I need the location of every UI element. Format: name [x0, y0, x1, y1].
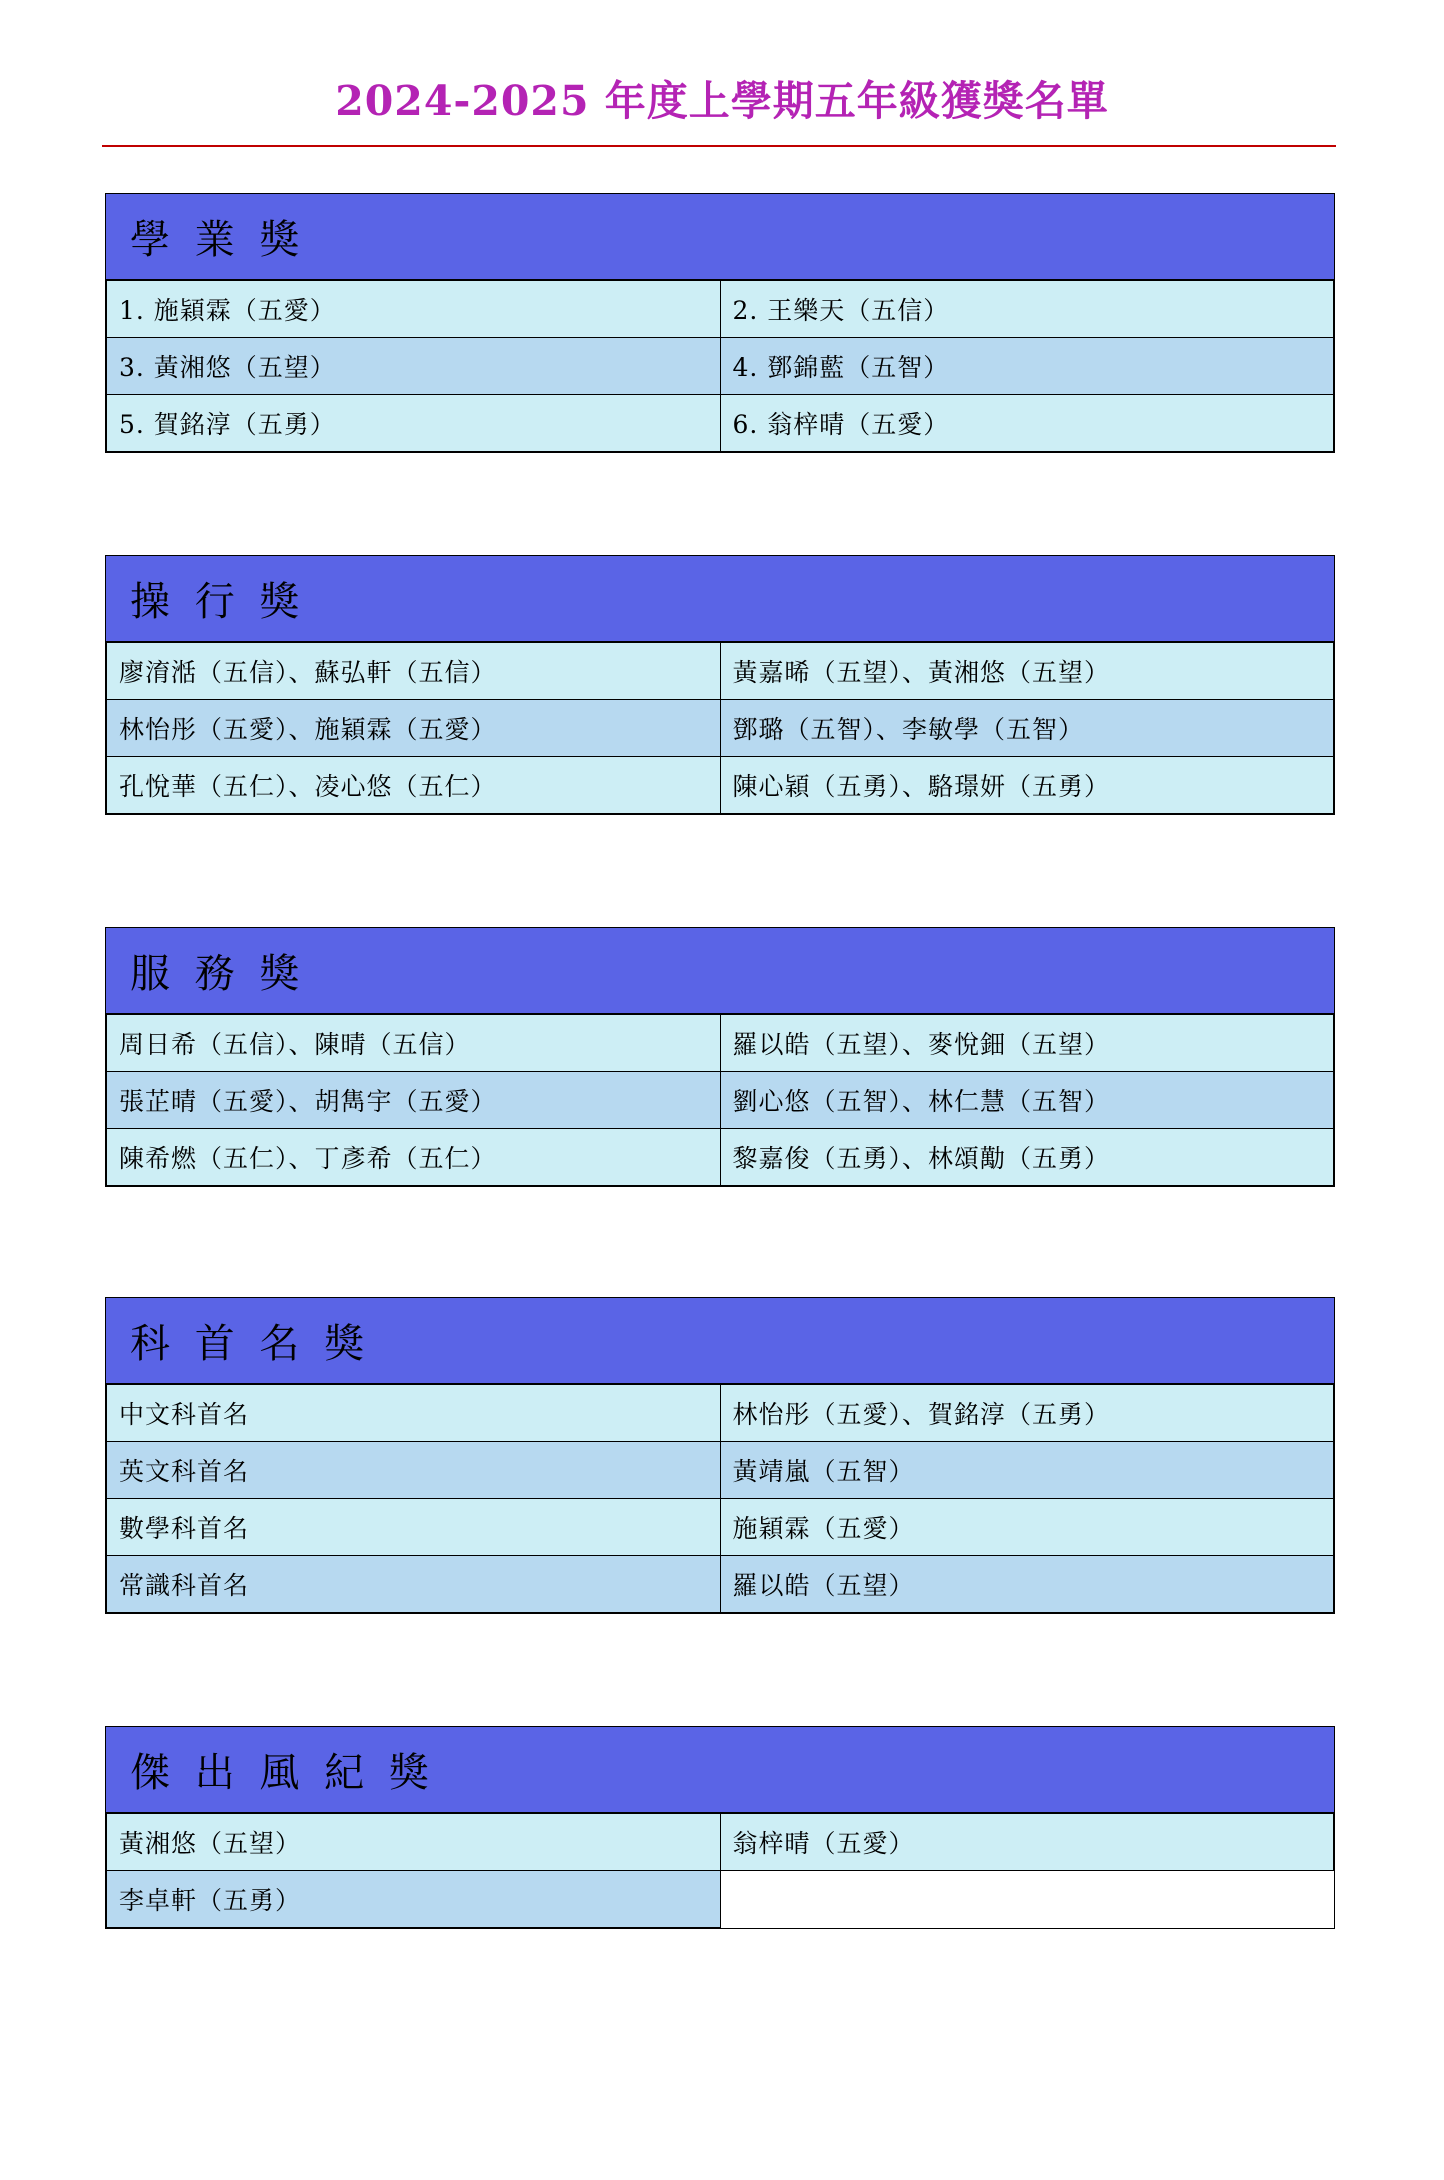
award-table: [106, 1014, 1334, 1186]
section-header: [106, 1727, 1334, 1813]
section-title: 操 行 獎: [130, 579, 306, 625]
table-cell: 施穎霖（五愛）: [720, 1499, 1334, 1556]
table-cell: 陳希燃（五仁）、丁彥希（五仁）: [107, 1129, 721, 1186]
table-row: [107, 281, 1334, 338]
award-table: [106, 280, 1334, 452]
award-table: [106, 1813, 1334, 1928]
table-cell: 羅以皓（五望）、麥悅鈿（五望）: [720, 1015, 1334, 1072]
table-cell: 陳心穎（五勇）、駱璟妍（五勇）: [720, 757, 1334, 814]
table-cell: 黎嘉俊（五勇）、林頌勱（五勇）: [720, 1129, 1334, 1186]
table-cell: 林怡彤（五愛）、施穎霖（五愛）: [107, 700, 721, 757]
table-row: [107, 700, 1334, 757]
award-section-conduct: [105, 555, 1335, 815]
table-cell: 3. 黃湘悠（五望）: [107, 338, 721, 395]
table-cell: 周日希（五信）、陳晴（五信）: [107, 1015, 721, 1072]
table-cell: 鄧璐（五智）、李敏學（五智）: [720, 700, 1334, 757]
section-header: [106, 194, 1334, 280]
table-row: [107, 1442, 1334, 1499]
table-cell: 數學科首名: [107, 1499, 721, 1556]
table-cell: 中文科首名: [107, 1385, 721, 1442]
award-table: [106, 642, 1334, 814]
table-cell: 林怡彤（五愛）、賀銘淳（五勇）: [720, 1385, 1334, 1442]
table-row: [107, 757, 1334, 814]
award-section-prefect: [105, 1726, 1335, 1929]
table-cell: 廖淯湉（五信）、蘇弘軒（五信）: [107, 643, 721, 700]
table-row: [107, 1072, 1334, 1129]
section-title: 服 務 獎: [130, 951, 306, 997]
table-cell: 常識科首名: [107, 1556, 721, 1613]
table-cell: 黃嘉晞（五望）、黃湘悠（五望）: [720, 643, 1334, 700]
table-cell: 孔悅華（五仁）、凌心悠（五仁）: [107, 757, 721, 814]
table-cell: 2. 王樂天（五信）: [720, 281, 1334, 338]
table-row: [107, 643, 1334, 700]
page-title: 2024-2025 年度上學期五年級獲獎名單: [335, 77, 1109, 125]
table-cell: 6. 翁梓晴（五愛）: [720, 395, 1334, 452]
table-cell: 黃湘悠（五望）: [107, 1814, 721, 1871]
table-cell: 張芷晴（五愛）、胡雋宇（五愛）: [107, 1072, 721, 1129]
table-cell-empty: [720, 1871, 1334, 1928]
table-cell: 英文科首名: [107, 1442, 721, 1499]
table-cell: 翁梓晴（五愛）: [720, 1814, 1334, 1871]
table-cell: 4. 鄧錦藍（五智）: [720, 338, 1334, 395]
table-cell: 5. 賀銘淳（五勇）: [107, 395, 721, 452]
award-section-service: [105, 927, 1335, 1187]
table-row: [107, 1556, 1334, 1613]
table-cell: 劉心悠（五智）、林仁慧（五智）: [720, 1072, 1334, 1129]
section-header: [106, 556, 1334, 642]
table-row: [107, 395, 1334, 452]
award-section-subject-top: [105, 1297, 1335, 1614]
section-header: [106, 1298, 1334, 1384]
section-title: 學 業 獎: [130, 217, 306, 263]
table-row: [107, 1129, 1334, 1186]
table-row: [107, 1814, 1334, 1871]
table-cell: 1. 施穎霖（五愛）: [107, 281, 721, 338]
table-cell: 黃靖嵐（五智）: [720, 1442, 1334, 1499]
table-cell: 李卓軒（五勇）: [107, 1871, 721, 1928]
table-row: [107, 1499, 1334, 1556]
table-row: [107, 338, 1334, 395]
section-title: 科 首 名 獎: [130, 1321, 371, 1367]
award-section-academic: [105, 193, 1335, 453]
table-row: [107, 1871, 1334, 1928]
title-divider: [102, 145, 1336, 147]
award-table: [106, 1384, 1334, 1613]
table-row: [107, 1385, 1334, 1442]
table-row: [107, 1015, 1334, 1072]
section-title: 傑 出 風 紀 獎: [130, 1750, 435, 1796]
table-cell: 羅以皓（五望）: [720, 1556, 1334, 1613]
section-header: [106, 928, 1334, 1014]
